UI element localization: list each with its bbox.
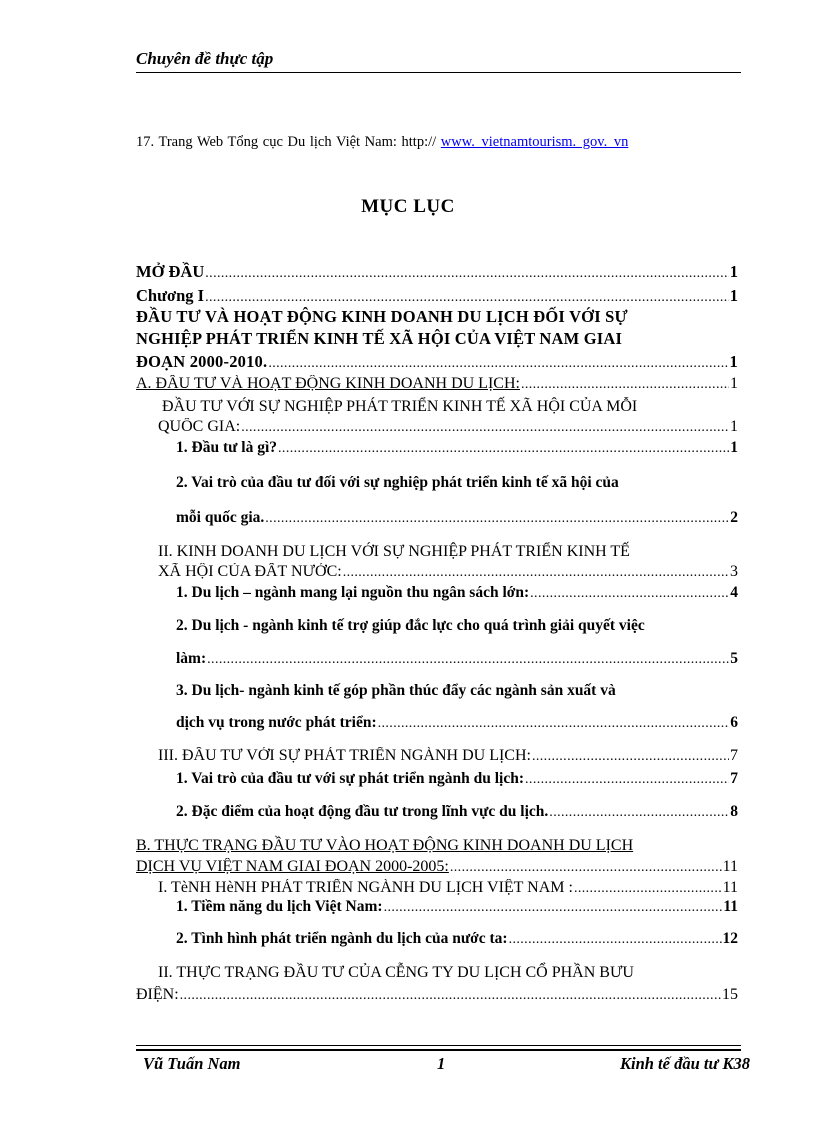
toc-entry-line: ĐẦU TƯ VỚI SỰ NGHIỆP PHÁT TRIỂN KINH TẾ XÃ HỘI CỦA MỖI (162, 398, 638, 415)
toc-page-number: 7 (730, 770, 738, 787)
reference-item (136, 134, 628, 151)
footer-rule (136, 1049, 741, 1051)
toc-entry-line: dịch vụ trong nước phát triển: (176, 714, 377, 731)
toc-entry-a3-2[interactable] (136, 803, 738, 837)
toc-leader (549, 805, 729, 821)
toc-entry-a2-2[interactable] (136, 617, 738, 682)
footer-page-number: 1 (437, 1054, 446, 1073)
toc-leader (532, 749, 729, 765)
footer-course: Kinh tế đầu tư K38 (619, 1054, 750, 1073)
toc-page-number: 1 (730, 375, 738, 392)
toc-page-number: 1 (729, 352, 738, 371)
toc-page-number: 15 (722, 986, 738, 1003)
toc-leader (278, 441, 729, 457)
toc-page-number: 1 (730, 418, 738, 435)
toc-leader (378, 716, 730, 732)
toc-entry-line: làm: (176, 650, 207, 667)
toc-entry-chapter-title[interactable] (136, 307, 738, 375)
toc-entry-a1-2[interactable] (136, 474, 738, 543)
toc-page-number: 11 (722, 879, 738, 896)
toc-entry-line: NGHIỆP PHÁT TRIỂN KINH TẾ XÃ HỘI CỦA VIỆT NAM GIAI (136, 329, 623, 348)
reference-text: 17. Trang Web Tổng cục Du lịch Việt Nam: http:// (136, 134, 437, 150)
toc-entry-a1[interactable] (136, 398, 738, 439)
toc-entry-text: III. ĐẦU TƯ VỚI SỰ PHÁT TRIỂN NGÀNH DU LỊCH: (158, 747, 531, 764)
toc-entry-line: 2. Du lịch - ngành kinh tế trợ giúp đắc lực cho quá trình giải quyết việc (176, 617, 645, 634)
toc-entry-text: MỞ ĐẦU (136, 262, 205, 281)
toc-leader (180, 988, 721, 1004)
toc-entry-line: ĐẦU TƯ VÀ HOẠT ĐỘNG KINH DOANH DU LỊCH ĐỐI VỚI SỰ (136, 307, 628, 326)
toc-leader (268, 356, 728, 372)
toc-leader (343, 565, 729, 581)
toc-leader (521, 377, 729, 393)
toc-page-number: 7 (730, 747, 738, 764)
toc-entry-text: 2. Tình hình phát triển ngành du lịch của nước ta: (176, 930, 508, 947)
toc-entry-chuong-1[interactable] (136, 286, 738, 307)
toc-leader (384, 900, 723, 916)
toc-entry-line: DỊCH VỤ VIỆT NAM GIAI ĐOẠN 2000-2005: (136, 858, 449, 875)
reference-link[interactable]: www. vietnamtourism. gov. vn (440, 134, 629, 150)
toc-leader (530, 586, 729, 602)
header-title: Chuyên đề thực tập (136, 49, 274, 68)
toc-entry-a2-1[interactable] (136, 584, 738, 617)
toc-page-number: 1 (729, 262, 738, 281)
toc-entry-section-a[interactable] (136, 375, 738, 398)
toc-entry-a1-1[interactable] (136, 439, 738, 474)
toc-entry-b1-1[interactable] (136, 898, 738, 930)
toc-entry-text: 1. Du lịch – ngành mang lại nguồn thu ngân sách lớn: (176, 584, 530, 601)
toc-page-number: 4 (730, 584, 738, 601)
toc-entry-line: B. THỰC TRẠNG ĐẦU TƯ VÀO HOẠT ĐỘNG KINH DOANH DU LỊCH (136, 837, 634, 854)
toc-leader (450, 860, 722, 876)
toc-leader (525, 772, 729, 788)
toc-page-number: 8 (730, 803, 738, 820)
toc-entry-section-b[interactable] (136, 837, 738, 879)
toc-entry-text: A. ĐẦU TƯ VÀ HOẠT ĐỘNG KINH DOANH DU LỊCH: (136, 375, 520, 392)
toc-page-number: 11 (722, 858, 738, 875)
toc-entry-a3[interactable] (136, 747, 738, 770)
toc-page-number: 5 (730, 650, 738, 667)
footer-rule (136, 1045, 741, 1046)
toc-entry-line: QUỐC GIA: (158, 418, 241, 435)
toc-entry-line: 3. Du lịch- ngành kinh tế góp phần thúc đẩy các ngành sản xuất và (176, 682, 616, 699)
toc-entry-a2-3[interactable] (136, 682, 738, 747)
toc-entry-line: ĐOẠN 2000-2010. (136, 352, 268, 371)
toc-entry-line: mỗi quốc gia. (176, 509, 265, 526)
toc-entry-line: XÃ HỘI CỦA ĐẤT NƯỚC: (158, 563, 342, 580)
toc-entry-text: Chương I (136, 286, 205, 305)
toc-entry-text: 1. Vai trò của đầu tư với sự phát triển ngành du lịch: (176, 770, 525, 787)
toc-leader (509, 932, 722, 948)
toc-entry-a2[interactable] (136, 543, 738, 584)
toc-leader (241, 420, 729, 436)
toc-page-number: 12 (722, 930, 738, 947)
toc-entry-line: II. THỰC TRẠNG ĐẦU TƯ CỦA CỄNG TY DU LỊCH CỔ PHẦN BƯU (158, 964, 634, 981)
toc-leader (574, 881, 722, 897)
toc-entry-b1-2[interactable] (136, 930, 738, 964)
toc-page-number: 3 (730, 563, 738, 580)
header-rule (136, 72, 741, 73)
toc-entry-mo-dau[interactable] (136, 262, 738, 286)
toc-entry-line: II. KINH DOANH DU LỊCH VỚI SỰ NGHIỆP PHÁT TRIỂN KINH TẾ (158, 543, 630, 560)
toc-entry-b1[interactable] (136, 879, 738, 898)
toc-page-number: 1 (730, 439, 738, 456)
toc-leader (205, 266, 728, 282)
toc-entry-line: 2. Vai trò của đầu tư đối với sự nghiệp phát triển kinh tế xã hội của (176, 474, 619, 491)
toc-page-number: 1 (729, 286, 738, 305)
toc-entry-a3-1[interactable] (136, 770, 738, 803)
table-of-contents (136, 262, 738, 1007)
toc-page-number: 6 (730, 714, 738, 731)
toc-page-number: 2 (730, 509, 738, 526)
toc-entry-text: 1. Tiềm năng du lịch Việt Nam: (176, 898, 383, 915)
toc-entry-text: 2. Đặc điểm của hoạt động đầu tư trong lĩnh vực du lịch. (176, 803, 549, 820)
toc-leader (207, 652, 729, 668)
toc-entry-text: 1. Đầu tư là gì? (176, 439, 278, 456)
footer-author: Vũ Tuấn Nam (143, 1054, 241, 1073)
toc-title: MỤC LỤC (361, 196, 455, 217)
toc-entry-b2[interactable] (136, 964, 738, 1007)
toc-entry-text: I. TèNH HèNH PHÁT TRIỂN NGÀNH DU LỊCH VIỆT NAM : (158, 879, 573, 896)
toc-leader (265, 511, 729, 527)
toc-entry-line: ĐIỆN: (136, 986, 179, 1003)
toc-leader (205, 290, 729, 306)
toc-page-number: 11 (723, 898, 738, 915)
